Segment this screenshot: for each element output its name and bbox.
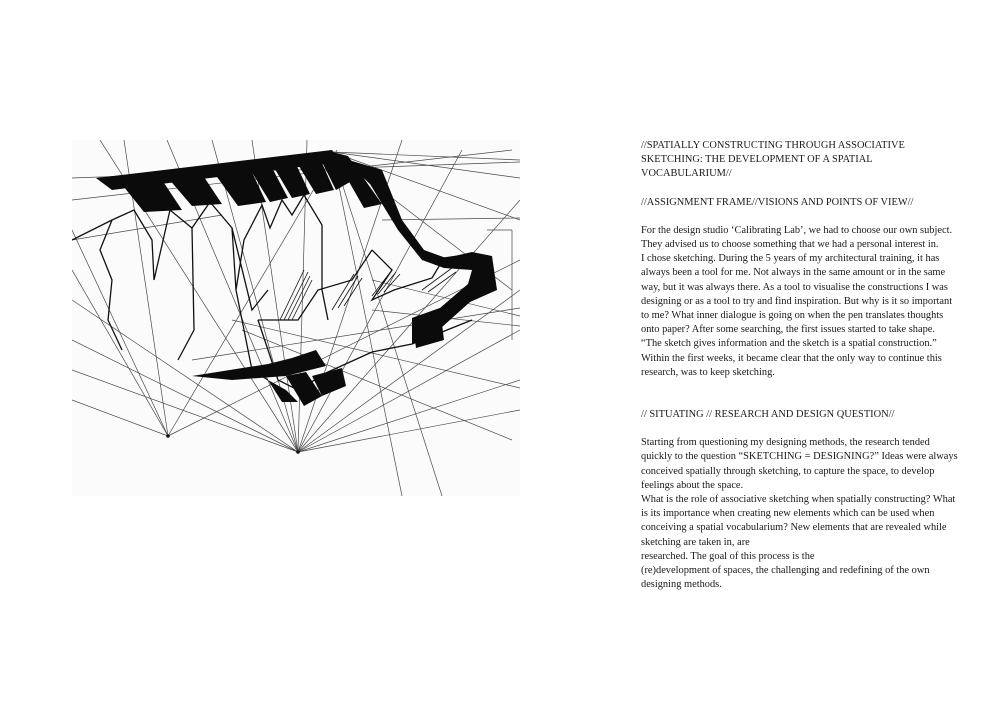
sketch-drawing — [72, 140, 520, 496]
architectural-sketch-image — [72, 140, 520, 496]
situating-heading: // SITUATING // RESEARCH AND DESIGN QUESTION// — [641, 409, 895, 421]
text-column — [641, 139, 961, 592]
main-heading: //SPATIALLY CONSTRUCTING THROUGH ASSOCIATIVE SKETCHING: THE DEVELOPMENT OF A SPATIAL VOCABULARIUM// — [641, 140, 905, 180]
situating-paragraph: Starting from questioning my designing methods, the research tended quickly to the question “SKETCHING = DESIGNING?” Ideas were always conceived spatially through sketching, to capture the space, to develop feelings about the space. What is the role of associative sketching when spatially constructing? What is its importance when creating new elements which can be used when conceiving a spatial vocabularium? New elements that are revealed while sketching are taken in, are researched. The goal of this process is the (re)development of spaces, the challenging and redefining of the own designing methods. — [641, 437, 958, 591]
assignment-heading: //ASSIGNMENT FRAME//VISIONS AND POINTS OF VIEW// — [641, 196, 914, 208]
assignment-paragraph: For the design studio ‘Calibrating Lab’, we had to choose our own subject. They advised us to choose something that we had a personal interest in. I chose sketching. During the 5 years of my architectural training, it has always been a tool for me. Not always in the same amount or in the same way, but it was always there. As a tool to visualise the constructions I was designing or as a tool to try and find inspiration. But why is it so important to me? What inner dialogue is going on when the pen translates thoughts onto paper? After some searching, the first issues started to take shape. “The sketch gives information and the sketch is a spatial construction.” Within the first weeks, it became clear that the only way to continue this research, was to keep sketching. — [641, 224, 953, 378]
